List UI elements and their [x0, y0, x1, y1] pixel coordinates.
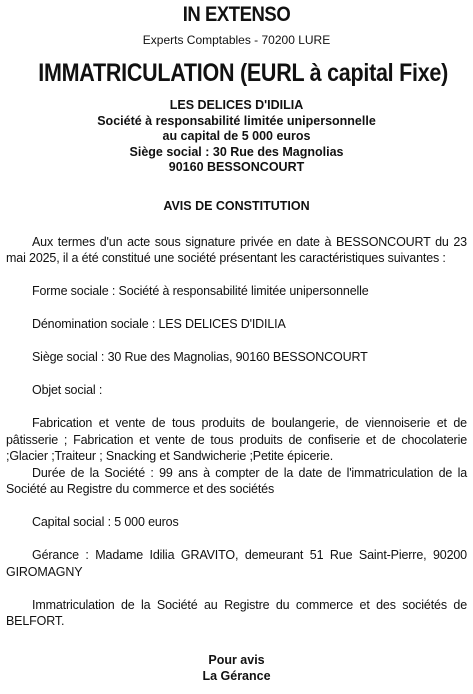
company-type: Société à responsabilité limitée unipersonnelle — [97, 113, 376, 128]
company-block — [6, 98, 467, 176]
signoff-gerance: La Gérance — [202, 668, 271, 683]
notice-headline: IMMATRICULATION (EURL à capital Fixe) — [38, 59, 449, 87]
company-seat: Siège social : 30 Rue des Magnolias — [129, 144, 344, 159]
signoff — [6, 652, 467, 684]
capital-social: Capital social : 5 000 euros — [32, 515, 179, 529]
legal-notice-page — [0, 2, 473, 694]
company-capital: au capital de 5 000 euros — [162, 129, 311, 143]
siege-social: Siège social : 30 Rue des Magnolias, 90160 BESSONCOURT — [32, 350, 368, 364]
duree-societe: Durée de la Société : 99 ans à compter de la date de l'immatriculation de la Société au Registre du commerce et des sociétés — [6, 465, 467, 496]
objet-social-text: Fabrication et vente de tous produits de boulangerie, de viennoiserie et de pâtisserie ; Fabrication et vente de tous produits de confiserie et de chocolaterie ;Glacier ;Traiteur ; Snacking et Sandwicherie ;Petite épicerie. — [6, 416, 467, 463]
company-name: LES DELICES D'IDILIA — [169, 98, 304, 112]
forme-sociale: Forme sociale : Société à responsabilité limitée unipersonnelle — [32, 284, 369, 298]
gerance: Gérance : Madame Idilia GRAVITO, demeurant 51 Rue Saint-Pierre, 90200 GIROMAGNY — [6, 548, 467, 579]
avis-title: AVIS DE CONSTITUTION — [163, 198, 310, 213]
firm-header — [6, 2, 467, 48]
signoff-pour-avis: Pour avis — [208, 652, 265, 667]
objet-social-label: Objet social : — [32, 383, 103, 397]
notice-body — [6, 234, 467, 630]
firm-subtitle: Experts Comptables - 70200 LURE — [142, 33, 331, 47]
intro-paragraph: Aux termes d'un acte sous signature privée en date à BESSONCOURT du 23 mai 2025, il a été constitué une société présentant les caractéristiques suivantes : — [6, 234, 467, 265]
firm-name: IN EXTENSO — [182, 3, 291, 26]
immatriculation-rcs: Immatriculation de la Société au Registre du commerce et des sociétés de BELFORT. — [6, 597, 467, 628]
company-city: 90160 BESSONCOURT — [168, 160, 305, 174]
denomination-sociale: Dénomination sociale : LES DELICES D'IDILIA — [32, 317, 286, 331]
